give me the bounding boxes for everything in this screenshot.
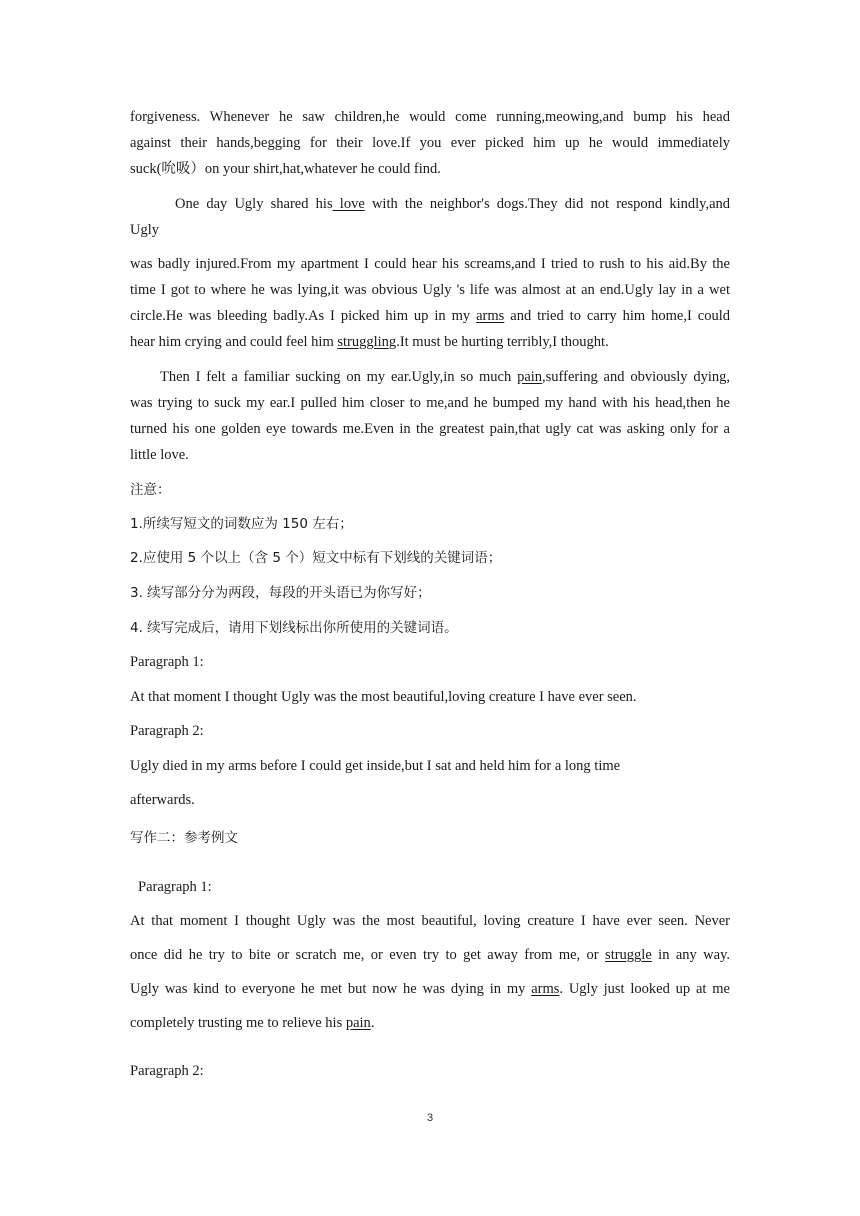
sample-heading: 写作二：参考例文 — [130, 830, 238, 846]
text-segment: One day Ugly shared his — [175, 196, 333, 212]
text-segment: hear him crying and could feel him — [130, 334, 338, 350]
story-line: was trying to suck my ear.I pulled him closer to me,and he bumped my hand with his head,then he — [130, 395, 730, 411]
story-line: against their hands,begging for their love.If you ever picked him up he would immediately — [130, 135, 730, 151]
text-segment: . — [370, 1015, 375, 1031]
paragraph-opening: Ugly died in my arms before I could get inside,but I sat and held him for a long time — [130, 758, 621, 774]
story-line: Ugly — [130, 222, 159, 238]
text-segment: .It must be hurting terribly,I thought. — [396, 334, 609, 350]
keyword-arms: arms — [531, 981, 560, 997]
story-line: was badly injured.From my apartment I could hear his screams,and I tried to rush to his aid.By the — [130, 256, 730, 272]
text-segment: Ugly was kind to everyone he met but now he was dying in my — [130, 981, 532, 997]
story-line: forgiveness. Whenever he saw children,he would come running,meowing,and bump his head — [130, 109, 730, 125]
keyword-pain: pain — [517, 369, 543, 385]
text-segment: Then I felt a familiar sucking on my ear.Ugly,in so much — [160, 369, 518, 385]
paragraph-label: Paragraph 2: — [130, 723, 204, 739]
keyword-love: love — [332, 196, 365, 212]
sample-line — [130, 979, 730, 999]
keyword-arms: arms — [476, 308, 505, 324]
notes-heading: 注意： — [130, 482, 171, 498]
sample-line — [130, 1013, 730, 1033]
text-segment: ,suffering and obviously dying, — [542, 369, 730, 385]
keyword-struggling: struggling — [337, 334, 397, 350]
keyword-pain: pain — [345, 1015, 371, 1031]
page-number: 3 — [426, 1112, 434, 1124]
story-line: turned his one golden eye towards me.Even in the greatest pain,that ugly cat was asking only for a — [130, 421, 730, 437]
sample-line — [130, 945, 730, 965]
sample-line: At that moment I thought Ugly was the most beautiful, loving creature I have ever seen. Never — [130, 913, 730, 929]
text-segment: completely trusting me to relieve his — [130, 1015, 346, 1031]
text-segment: in any way. — [651, 947, 731, 963]
paragraph-label: Paragraph 1: — [138, 879, 212, 895]
story-line: suck(吮吸）on your shirt,hat,whatever he could find. — [130, 161, 441, 177]
story-line — [175, 194, 730, 214]
note-item: 3. 续写部分分为两段，每段的开头语已为你写好； — [130, 585, 431, 601]
story-line — [130, 306, 730, 326]
text-segment: circle.He was bleeding badly.As I picked him up in my — [130, 308, 477, 324]
paragraph-opening: afterwards. — [130, 792, 195, 808]
text-segment: with the neighbor's dogs.They did not respond kindly,and — [364, 196, 730, 212]
note-item: 2.应使用 5 个以上（含 5 个）短文中标有下划线的关键词语； — [130, 550, 502, 566]
story-line — [160, 367, 730, 387]
text-segment: and tried to carry him home,I could — [504, 308, 730, 324]
paragraph-label: Paragraph 1: — [130, 654, 204, 670]
story-line: little love. — [130, 447, 189, 463]
note-item: 1.所续写短文的词数应为 150 左右； — [130, 516, 353, 532]
keyword-struggle: struggle — [605, 947, 652, 963]
story-line: time I got to where he was lying,it was obvious Ugly 's life was almost at an end.Ugly lay in a wet — [130, 282, 730, 298]
text-segment: once did he try to bite or scratch me, or even try to get away from me, or — [130, 947, 606, 963]
note-item: 4. 续写完成后，请用下划线标出你所使用的关键词语。 — [130, 620, 458, 636]
story-line — [130, 332, 730, 352]
paragraph-opening: At that moment I thought Ugly was the most beautiful,loving creature I have ever seen. — [130, 689, 637, 705]
text-segment: . Ugly just looked up at me — [559, 981, 730, 997]
paragraph-label: Paragraph 2: — [130, 1063, 204, 1079]
